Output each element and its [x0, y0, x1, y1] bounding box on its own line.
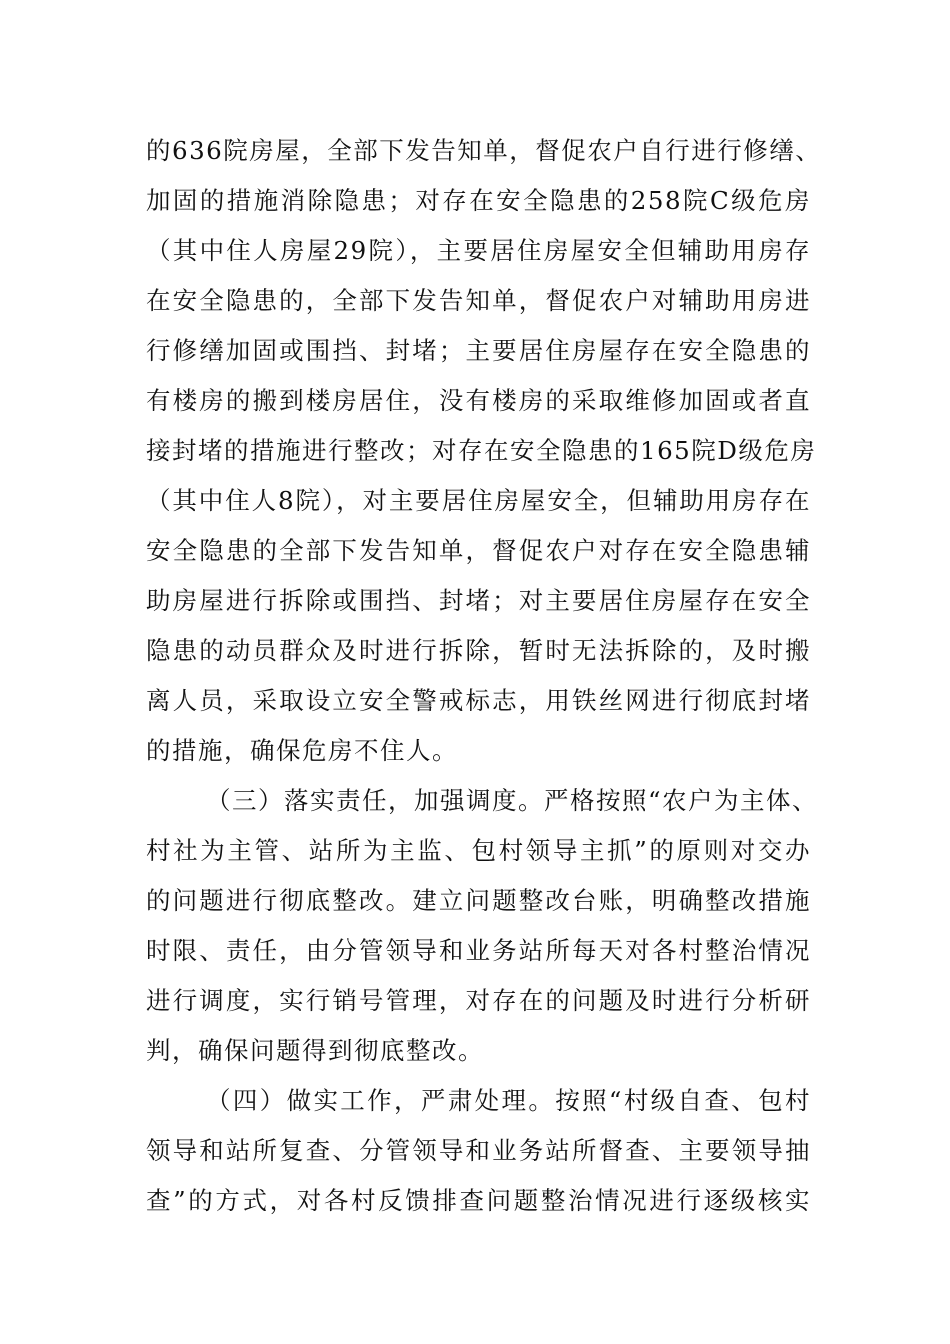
paragraph-line: 的问题进行彻底整改。建立问题整改台账，明确整改措施 — [146, 886, 811, 915]
paragraph-line: 的636院房屋，全部下发告知单，督促农户自行进行修缮、 — [146, 136, 822, 165]
paragraph-line: 在安全隐患的，全部下发告知单，督促农户对辅助用房进 — [146, 286, 811, 315]
paragraph-heading-line: （三）落实责任，加强调度。严格按照“农户为主体、 — [206, 786, 819, 815]
paragraph-line: 安全隐患的全部下发告知单，督促农户对存在安全隐患辅 — [146, 536, 811, 565]
paragraph-line: 有楼房的搬到楼房居住，没有楼房的采取维修加固或者直 — [146, 386, 811, 415]
paragraph-line: 查”的方式，对各村反馈排查问题整治情况进行逐级核实 — [146, 1186, 811, 1215]
document-body — [146, 126, 822, 1226]
paragraph-line: 加固的措施消除隐患；对存在安全隐患的258院C级危房 — [146, 186, 811, 215]
paragraph-heading-line: （四）做实工作，严肃处理。按照“村级自查、包村 — [206, 1086, 811, 1115]
paragraph-line: 行修缮加固或围挡、封堵；主要居住房屋存在安全隐患的 — [146, 336, 811, 365]
paragraph-line: （其中住人8院），对主要居住房屋安全，但辅助用房存在 — [146, 486, 811, 515]
paragraph-line: 村社为主管、站所为主监、包村领导主抓”的原则对交办 — [146, 836, 811, 865]
paragraph-line: 领导和站所复查、分管领导和业务站所督查、主要领导抽 — [146, 1136, 811, 1165]
paragraph-line: 判，确保问题得到彻底整改。 — [146, 1036, 484, 1065]
paragraph-line: 离人员，采取设立安全警戒标志，用铁丝网进行彻底封堵 — [146, 686, 811, 715]
paragraph-line: 隐患的动员群众及时进行拆除，暂时无法拆除的，及时搬 — [146, 636, 811, 665]
paragraph-line: 助房屋进行拆除或围挡、封堵；对主要居住房屋存在安全 — [146, 586, 811, 615]
paragraph-line: 的措施，确保危房不住人。 — [146, 736, 458, 765]
paragraph-line: 接封堵的措施进行整改；对存在安全隐患的165院D级危房 — [146, 436, 817, 465]
paragraph-line: 进行调度，实行销号管理，对存在的问题及时进行分析研 — [146, 986, 811, 1015]
paragraph-line: 时限、责任，由分管领导和业务站所每天对各村整治情况 — [146, 936, 811, 965]
paragraph-line: （其中住人房屋29院），主要居住房屋安全但辅助用房存 — [146, 236, 811, 265]
